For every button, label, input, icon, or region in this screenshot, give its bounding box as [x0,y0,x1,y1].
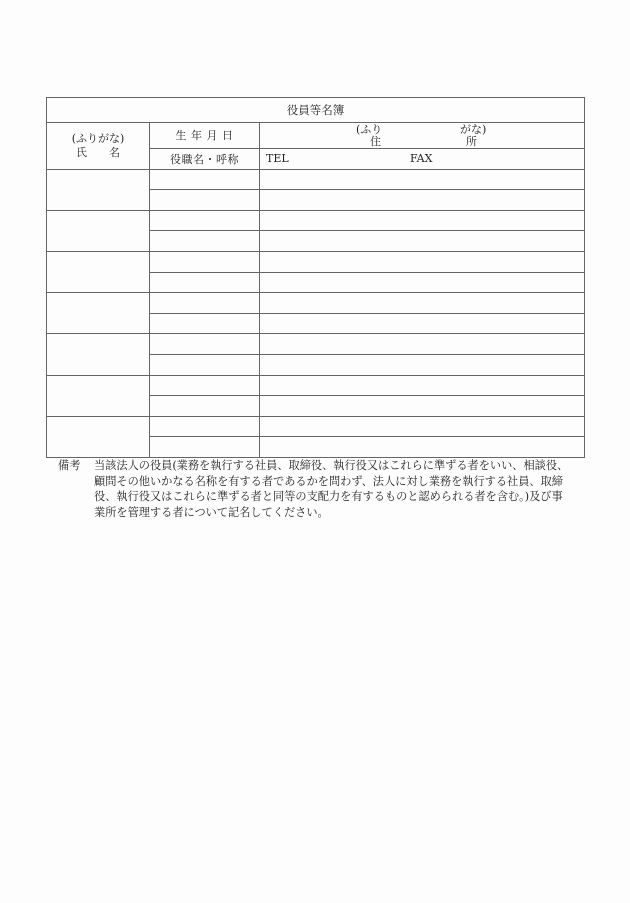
contact-cell[interactable] [260,354,585,375]
birthdate-cell[interactable] [150,251,260,272]
contact-cell[interactable] [260,190,585,211]
birthdate-cell[interactable] [150,375,260,396]
position-cell[interactable] [150,396,260,417]
name-cell[interactable] [47,169,150,210]
position-cell[interactable] [150,190,260,211]
remarks-line: 当該法人の役員(業務を執行する社員、取締役、執行役又はこれらに準ずる者をいい、相談役、 [94,459,569,472]
position-header: 役職名・呼称 [150,149,260,170]
name-cell[interactable] [47,416,150,457]
birthdate-cell[interactable] [150,293,260,314]
address-cell[interactable] [260,416,585,437]
position-cell[interactable] [150,231,260,252]
address-cell[interactable] [260,169,585,190]
address-cell[interactable] [260,334,585,355]
name-cell[interactable] [47,293,150,334]
remarks-label: 備考 [58,459,81,472]
birthdate-cell[interactable] [150,334,260,355]
name-cell[interactable] [47,251,150,292]
tel-label: TEL [266,151,289,165]
remarks-line: 顧問その他いかなる名称を有する者であるかを問わず、法人に対し業務を執行する社員、取締 [94,474,563,488]
contact-cell[interactable] [260,313,585,334]
contact-cell[interactable] [260,437,585,458]
furigana-label: (ふりがな) [71,131,125,145]
contact-cell[interactable] [260,272,585,293]
officer-roster-table [46,97,585,458]
remarks-body [94,458,588,520]
name-cell[interactable] [47,334,150,375]
address-furi-left: (ふり [356,122,383,136]
remarks-line: 業所を管理する者について記名してください。 [94,505,329,519]
remarks-note [58,458,588,520]
fax-label: FAX [410,151,433,165]
birthdate-header: 生 年 月 日 [150,123,260,149]
address-label-right: 所 [466,134,477,148]
address-cell[interactable] [260,375,585,396]
name-header [47,123,150,170]
contact-header [260,149,585,170]
position-cell[interactable] [150,437,260,458]
birthdate-cell[interactable] [150,416,260,437]
birthdate-cell[interactable] [150,210,260,231]
remarks-line: 役、執行役又はこれらに準ずる者と同等の支配力を有するものと認められる者を含む。)及び事 [94,490,563,503]
name-cell[interactable] [47,210,150,251]
address-cell[interactable] [260,251,585,272]
position-cell[interactable] [150,313,260,334]
position-cell[interactable] [150,354,260,375]
position-cell[interactable] [150,272,260,293]
address-label-left: 住 [370,134,381,148]
contact-cell[interactable] [260,231,585,252]
name-label: 氏 名 [76,145,120,159]
address-header [260,123,585,149]
contact-cell[interactable] [260,396,585,417]
birthdate-cell[interactable] [150,169,260,190]
address-cell[interactable] [260,293,585,314]
form-title: 役員等名簿 [47,98,585,123]
address-furi-right: がな) [460,122,487,136]
address-cell[interactable] [260,210,585,231]
name-cell[interactable] [47,375,150,416]
